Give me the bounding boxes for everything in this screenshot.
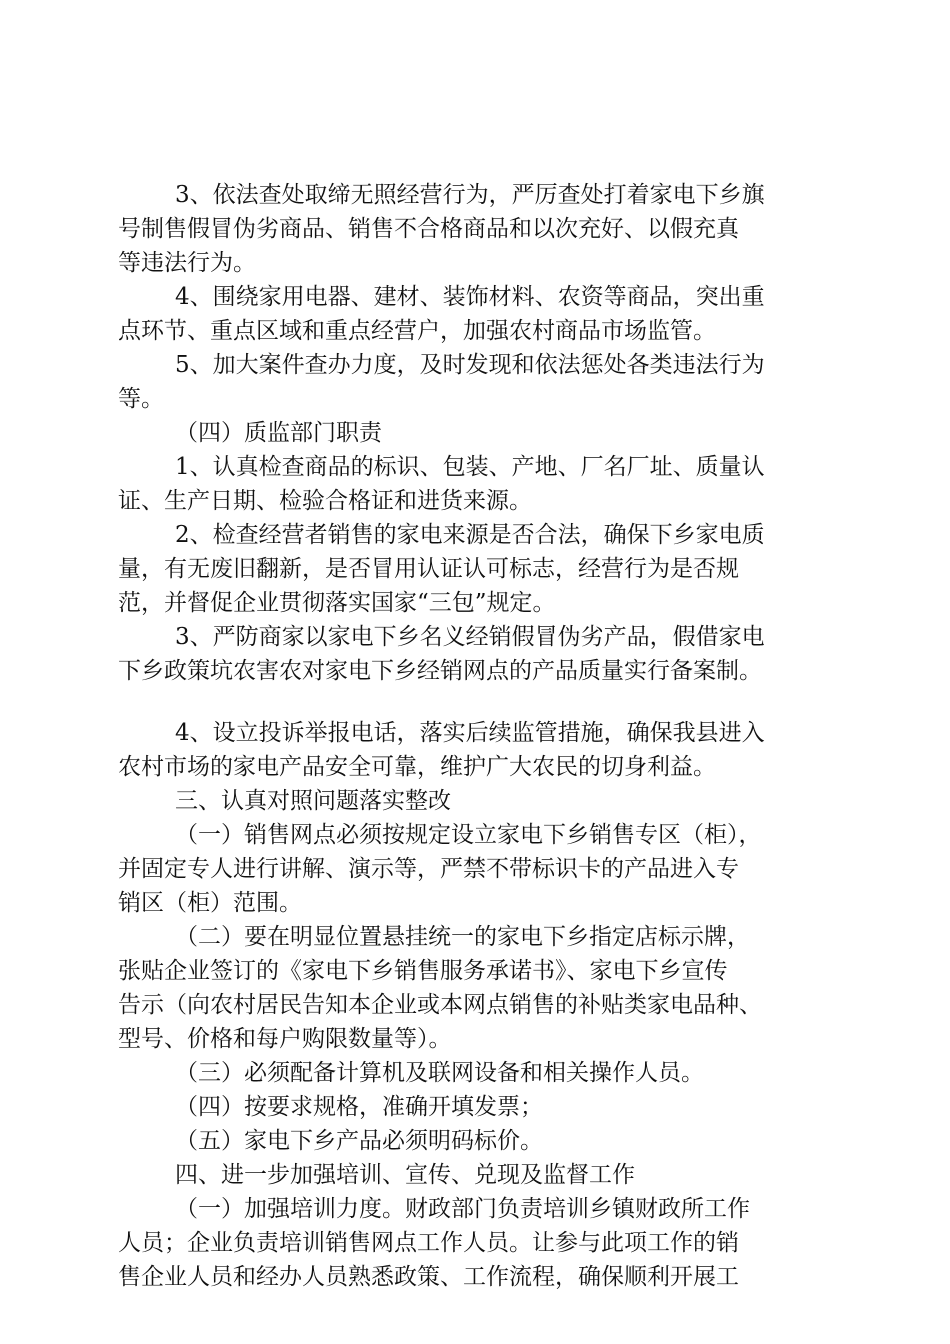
text-line-27: （四）按要求规格，准确开填发票； — [175, 1094, 543, 1120]
text-line-32: 售企业人员和经办人员熟悉政策、工作流程，确保顺利开展工 — [118, 1264, 739, 1290]
text-line-15: 下乡政策坑农害农对家电下乡经销网点的产品质量实行备案制。 — [118, 658, 762, 684]
text-line-13: 范，并督促企业贯彻落实国家“三包”规定。 — [118, 590, 556, 616]
text-line-23: 张贴企业签订的《家电下乡销售服务承诺书》、家电下乡宣传 — [118, 958, 728, 984]
text-line-6: 5、加大案件查办力度，及时发现和依法惩处各类违法行为 — [175, 352, 765, 378]
text-line-4: 4、围绕家用电器、建材、装饰材料、农资等商品，突出重 — [175, 284, 765, 310]
text-line-22: （二）要在明显位置悬挂统一的家电下乡指定店标示牌， — [175, 924, 750, 950]
section-heading-quality: （四）质监部门职责 — [175, 420, 382, 446]
text-line-30: （一）加强培训力度。财政部门负责培训乡镇财政所工作 — [175, 1196, 750, 1222]
text-line-5: 点环节、重点区域和重点经营户，加强农村商品市场监管。 — [118, 318, 716, 344]
text-line-14: 3、严防商家以家电下乡名义经销假冒伪劣产品，假借家电 — [175, 624, 765, 650]
text-line-19: （一）销售网点必须按规定设立家电下乡销售专区（柜）， — [175, 822, 762, 848]
section-heading-rectify: 三、认真对照问题落实整改 — [175, 788, 451, 814]
text-line-2: 号制售假冒伪劣商品、销售不合格商品和以次充好、以假充真 — [118, 216, 739, 242]
text-line-10: 证、生产日期、检验合格证和进货来源。 — [118, 488, 532, 514]
text-line-17: 农村市场的家电产品安全可靠，维护广大农民的切身利益。 — [118, 754, 716, 780]
text-line-3: 等违法行为。 — [118, 250, 256, 276]
text-line-20: 并固定专人进行讲解、演示等，严禁不带标识卡的产品进入专 — [118, 856, 739, 882]
text-line-21: 销区（柜）范围。 — [118, 890, 302, 916]
text-line-28: （五）家电下乡产品必须明码标价。 — [175, 1128, 543, 1154]
text-line-9: 1、认真检查商品的标识、包装、产地、厂名厂址、质量认 — [175, 454, 765, 480]
text-line-16: 4、设立投诉举报电话，落实后续监管措施，确保我县进入 — [175, 720, 765, 746]
text-line-26: （三）必须配备计算机及联网设备和相关操作人员。 — [175, 1060, 704, 1086]
text-line-11: 2、检查经营者销售的家电来源是否合法，确保下乡家电质 — [175, 522, 765, 548]
section-heading-training: 四、进一步加强培训、宣传、兑现及监督工作 — [175, 1162, 635, 1188]
text-line-12: 量，有无废旧翻新，是否冒用认证认可标志，经营行为是否规 — [118, 556, 739, 582]
text-line-1: 3、依法查处取缔无照经营行为，严厉查处打着家电下乡旗 — [175, 182, 765, 208]
text-line-24: 告示（向农村居民告知本企业或本网点销售的补贴类家电品种、 — [118, 992, 762, 1018]
text-line-31: 人员；企业负责培训销售网点工作人员。让参与此项工作的销 — [118, 1230, 739, 1256]
text-line-7: 等。 — [118, 386, 164, 412]
text-line-25: 型号、价格和每户购限数量等）。 — [118, 1026, 452, 1052]
